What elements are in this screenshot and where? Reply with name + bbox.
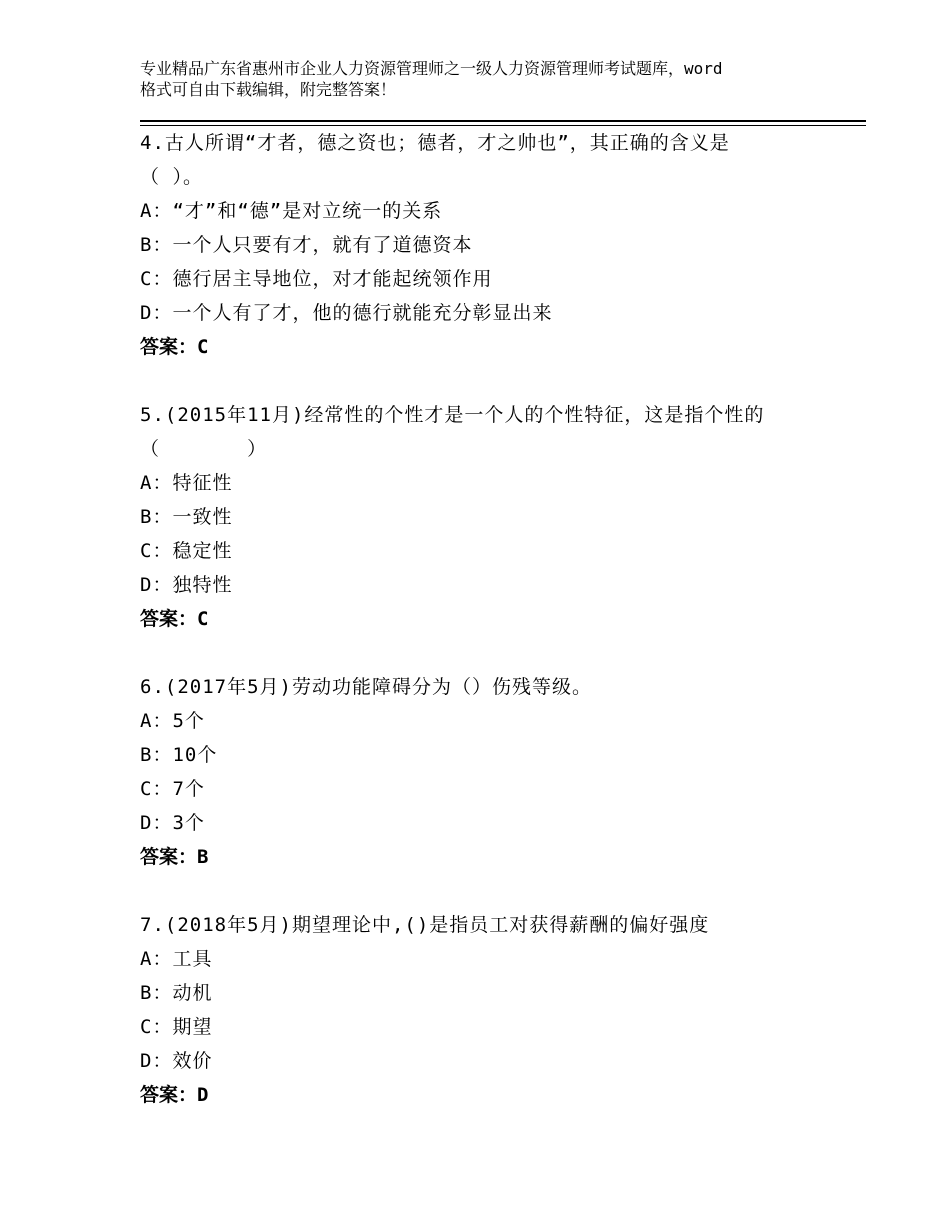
question-stem: （ ）。 [140, 166, 203, 188]
option-d: D：3个 [140, 812, 205, 834]
header-title-line-2: 格式可自由下载编辑，附完整答案！ [140, 80, 397, 99]
option-b: B：一个人只要有才，就有了道德资本 [140, 234, 473, 256]
option-c: C：德行居主导地位，对才能起统领作用 [140, 268, 493, 290]
option-c: C：7个 [140, 778, 205, 800]
question-stem: （ ） [140, 438, 268, 460]
option-c: C：期望 [140, 1016, 213, 1038]
document-header [140, 58, 830, 100]
option-d: D：效价 [140, 1050, 213, 1072]
question-list [140, 126, 830, 1146]
answer-label: 答案：B [140, 846, 209, 868]
header-divider-thick [140, 120, 866, 122]
option-a: A：5个 [140, 710, 205, 732]
question-stem: 4.古人所谓“才者，德之资也；德者，才之帅也”，其正确的含义是 [140, 132, 730, 154]
answer-label: 答案：C [140, 608, 209, 630]
option-a: A：工具 [140, 948, 213, 970]
answer-label: 答案：D [140, 1084, 209, 1106]
question-4 [140, 126, 830, 364]
question-stem: 6.(2017年5月)劳动功能障碍分为（）伤残等级。 [140, 676, 592, 698]
option-a: A：特征性 [140, 472, 233, 494]
option-b: B：10个 [140, 744, 218, 766]
header-title-line-1: 专业精品广东省惠州市企业人力资源管理师之一级人力资源管理师考试题库，word [140, 59, 723, 78]
option-b: B：一致性 [140, 506, 233, 528]
answer-label: 答案：C [140, 336, 209, 358]
question-5 [140, 398, 830, 636]
option-d: D：一个人有了才，他的德行就能充分彰显出来 [140, 302, 553, 324]
question-7 [140, 908, 830, 1112]
option-b: B：动机 [140, 982, 213, 1004]
option-a: A：“才”和“德”是对立统一的关系 [140, 200, 443, 222]
option-c: C：稳定性 [140, 540, 233, 562]
question-stem: 5.(2015年11月)经常性的个性才是一个人的个性特征，这是指个性的 [140, 404, 765, 426]
option-d: D：独特性 [140, 574, 233, 596]
question-stem: 7.(2018年5月)期望理论中,()是指员工对获得薪酬的偏好强度 [140, 914, 710, 936]
question-6 [140, 670, 830, 874]
